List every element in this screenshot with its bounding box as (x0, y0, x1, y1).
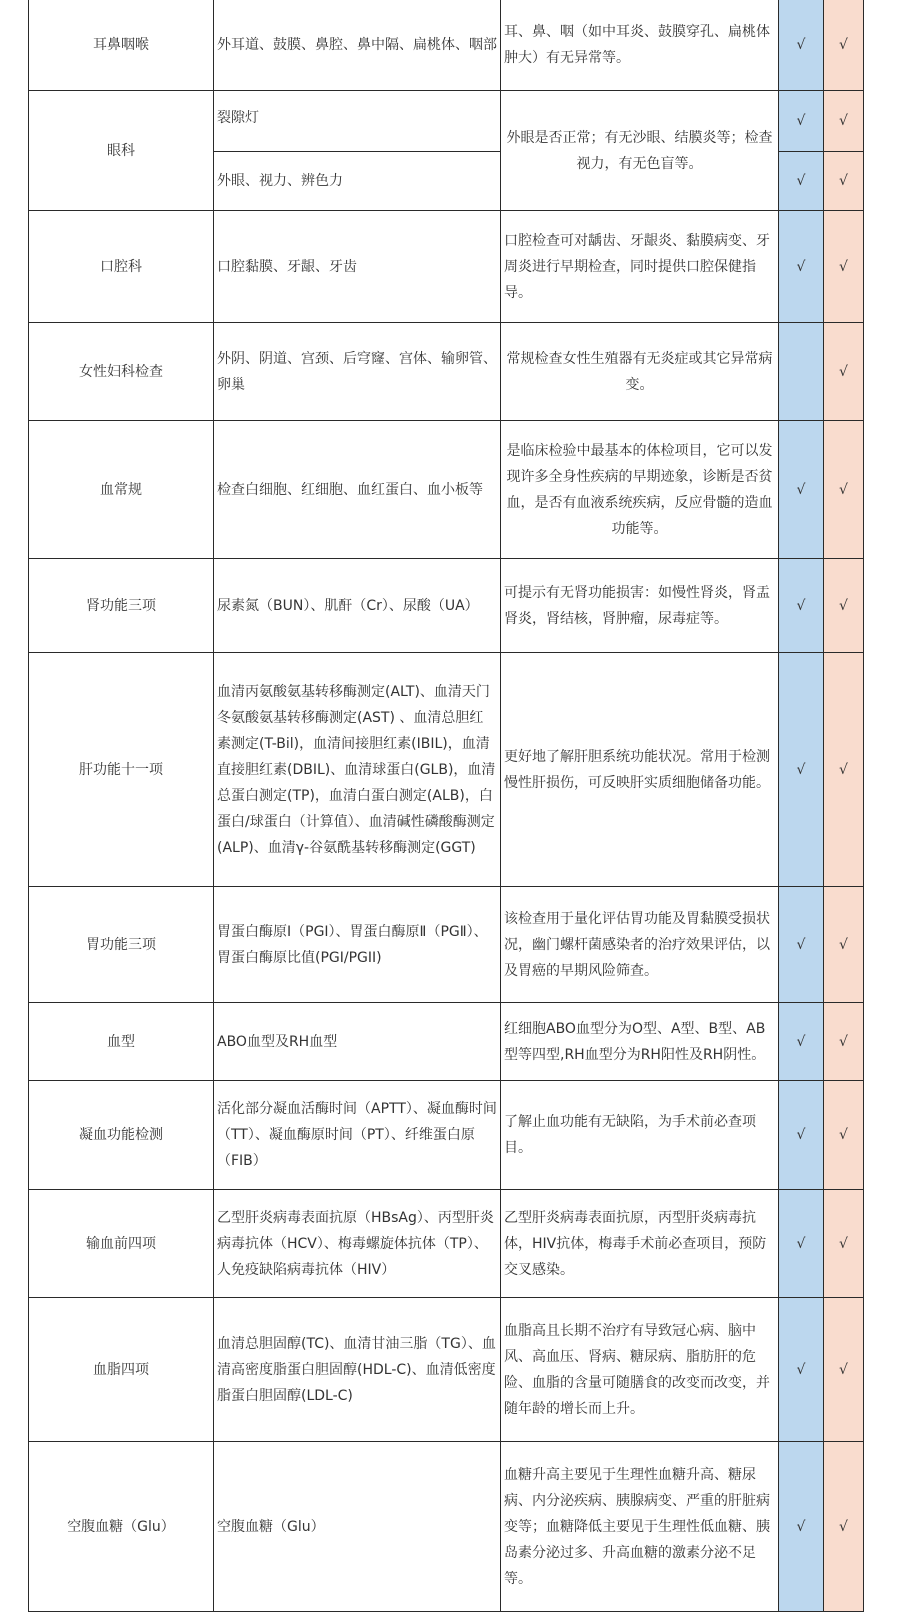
category-cell: 女性妇科检查 (29, 323, 214, 421)
description-cell: 外眼是否正常；有无沙眼、结膜炎等；检查视力，有无色盲等。 (501, 91, 779, 211)
check-mark-a: √ (779, 1081, 824, 1190)
check-mark-b: √ (824, 887, 864, 1003)
items-cell: 乙型肝炎病毒表面抗原（HBsAg）、丙型肝炎病毒抗体（HCV）、梅毒螺旋体抗体（TP）、人免疫缺陷病毒抗体（HIV） (214, 1190, 501, 1298)
category-cell: 眼科 (29, 91, 214, 211)
items-cell: 活化部分凝血活酶时间（APTT）、凝血酶时间（TT）、凝血酶原时间（PT）、纤维蛋白原（FIB） (214, 1081, 501, 1190)
items-cell: 外阴、阴道、宫颈、后穹窿、宫体、输卵管、卵巢 (214, 323, 501, 421)
category-cell: 肝功能十一项 (29, 653, 214, 887)
description-cell: 该检查用于量化评估胃功能及胃黏膜受损状况，幽门螺杆菌感染者的治疗效果评估，以及胃癌的早期风险筛查。 (501, 887, 779, 1003)
category-cell: 血常规 (29, 421, 214, 559)
description-cell: 常规检查女性生殖器有无炎症或其它异常病变。 (501, 323, 779, 421)
items-cell: 外眼、视力、辨色力 (214, 152, 501, 211)
check-mark-a: √ (779, 91, 824, 152)
check-mark-a: √ (779, 152, 824, 211)
check-mark-a: √ (779, 211, 824, 323)
check-mark-a (779, 323, 824, 421)
category-cell: 血脂四项 (29, 1298, 214, 1442)
items-cell: 尿素氮（BUN）、肌酐（Cr）、尿酸（UA） (214, 559, 501, 653)
check-mark-a: √ (779, 0, 824, 91)
check-mark-b: √ (824, 211, 864, 323)
table-row (29, 1081, 864, 1190)
category-cell: 输血前四项 (29, 1190, 214, 1298)
description-cell: 可提示有无肾功能损害：如慢性肾炎，肾盂肾炎，肾结核，肾肿瘤，尿毒症等。 (501, 559, 779, 653)
table-row (29, 421, 864, 559)
check-mark-b: √ (824, 152, 864, 211)
check-mark-a: √ (779, 1003, 824, 1081)
table-row (29, 1190, 864, 1298)
checkup-items-table (28, 0, 864, 1612)
description-cell: 是临床检验中最基本的体检项目，它可以发现许多全身性疾病的早期迹象，诊断是否贫血，是否有血液系统疾病，反应骨髓的造血功能等。 (501, 421, 779, 559)
check-mark-b: √ (824, 0, 864, 91)
check-mark-a: √ (779, 1190, 824, 1298)
description-cell: 更好地了解肝胆系统功能状况。常用于检测慢性肝损伤，可反映肝实质细胞储备功能。 (501, 653, 779, 887)
items-cell: 血清总胆固醇(TC)、血清甘油三脂（TG）、血清高密度脂蛋白胆固醇(HDL-C)、血清低密度脂蛋白胆固醇(LDL-C) (214, 1298, 501, 1442)
table-row (29, 887, 864, 1003)
check-mark-b: √ (824, 559, 864, 653)
check-mark-b: √ (824, 1003, 864, 1081)
table-row (29, 1003, 864, 1081)
description-cell: 乙型肝炎病毒表面抗原，丙型肝炎病毒抗体，HIV抗体，梅毒手术前必查项目，预防交叉感染。 (501, 1190, 779, 1298)
category-cell: 口腔科 (29, 211, 214, 323)
items-cell: 空腹血糖（Glu） (214, 1442, 501, 1612)
table-row (29, 323, 864, 421)
check-mark-a: √ (779, 887, 824, 1003)
table-row (29, 0, 864, 91)
category-cell: 胃功能三项 (29, 887, 214, 1003)
description-cell: 血脂高且长期不治疗有导致冠心病、脑中风、高血压、肾病、糖尿病、脂肪肝的危险、血脂的含量可随膳食的改变而改变，并随年龄的增长而上升。 (501, 1298, 779, 1442)
check-mark-a: √ (779, 653, 824, 887)
check-mark-a: √ (779, 1298, 824, 1442)
items-cell: 检查白细胞、红细胞、血红蛋白、血小板等 (214, 421, 501, 559)
description-cell: 耳、鼻、咽（如中耳炎、鼓膜穿孔、扁桃体肿大）有无异常等。 (501, 0, 779, 91)
items-cell: 外耳道、鼓膜、鼻腔、鼻中隔、扁桃体、咽部 (214, 0, 501, 91)
check-mark-a: √ (779, 559, 824, 653)
table-row (29, 559, 864, 653)
check-mark-b: √ (824, 1298, 864, 1442)
table-row (29, 91, 864, 152)
items-cell: 口腔黏膜、牙龈、牙齿 (214, 211, 501, 323)
description-cell: 血糖升高主要见于生理性血糖升高、糖尿病、内分泌疾病、胰腺病变、严重的肝脏病变等；血糖降低主要见于生理性低血糖、胰岛素分泌过多、升高血糖的激素分泌不足等。 (501, 1442, 779, 1612)
items-cell: 裂隙灯 (214, 91, 501, 152)
table-row (29, 1298, 864, 1442)
description-cell: 口腔检查可对龋齿、牙龈炎、黏膜病变、牙周炎进行早期检查，同时提供口腔保健指导。 (501, 211, 779, 323)
check-mark-b: √ (824, 1081, 864, 1190)
check-mark-b: √ (824, 323, 864, 421)
check-mark-b: √ (824, 653, 864, 887)
check-mark-b: √ (824, 1442, 864, 1612)
table-row (29, 1442, 864, 1612)
category-cell: 凝血功能检测 (29, 1081, 214, 1190)
table-row (29, 653, 864, 887)
table-row (29, 211, 864, 323)
check-mark-b: √ (824, 421, 864, 559)
category-cell: 耳鼻咽喉 (29, 0, 214, 91)
items-cell: 胃蛋白酶原Ⅰ（PGⅠ）、胃蛋白酶原Ⅱ（PGⅡ）、胃蛋白酶原比值(PGI/PGII) (214, 887, 501, 1003)
items-cell: 血清丙氨酸氨基转移酶测定(ALT)、血清天门冬氨酸氨基转移酶测定(AST) 、血清总胆红素测定(T-Bil)，血清间接胆红素(IBIL)，血清直接胆红素(DBIL)、血清球蛋白(GLB)，血清总蛋白测定(TP)，血清白蛋白测定(ALB)，白蛋白/球蛋白（计算值）、血清碱性磷酸酶测定(ALP)、血清γ-谷氨酰基转移酶测定(GGT) (214, 653, 501, 887)
category-cell: 空腹血糖（Glu） (29, 1442, 214, 1612)
category-cell: 肾功能三项 (29, 559, 214, 653)
items-cell: ABO血型及RH血型 (214, 1003, 501, 1081)
description-cell: 红细胞ABO血型分为O型、A型、B型、AB型等四型,RH血型分为RH阳性及RH阴性。 (501, 1003, 779, 1081)
check-mark-a: √ (779, 1442, 824, 1612)
description-cell: 了解止血功能有无缺陷，为手术前必查项目。 (501, 1081, 779, 1190)
check-mark-b: √ (824, 1190, 864, 1298)
check-mark-b: √ (824, 91, 864, 152)
check-mark-a: √ (779, 421, 824, 559)
category-cell: 血型 (29, 1003, 214, 1081)
